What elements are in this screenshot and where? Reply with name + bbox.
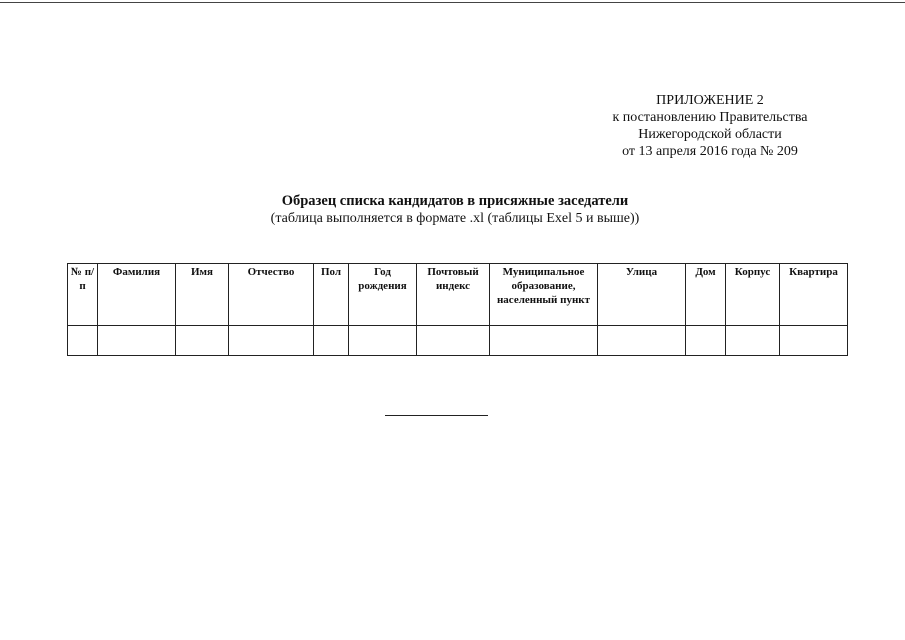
appendix-line-3: от 13 апреля 2016 года № 209 bbox=[622, 144, 798, 159]
column-header-sex: Пол bbox=[314, 264, 349, 326]
column-header-house: Дом bbox=[686, 264, 726, 326]
table-row bbox=[68, 326, 848, 356]
appendix-line-2: Нижегородской области bbox=[638, 127, 782, 142]
top-rule bbox=[0, 2, 905, 3]
appendix-block bbox=[560, 92, 860, 160]
column-header-surname: Фамилия bbox=[98, 264, 176, 326]
table-cell bbox=[349, 326, 417, 356]
column-header-street: Улица bbox=[598, 264, 686, 326]
table-cell bbox=[314, 326, 349, 356]
table-header-row bbox=[68, 264, 848, 326]
candidates-table bbox=[67, 263, 848, 356]
column-header-building: Корпус bbox=[726, 264, 780, 326]
appendix-title: ПРИЛОЖЕНИЕ 2 bbox=[656, 93, 764, 108]
table-cell bbox=[598, 326, 686, 356]
table-cell bbox=[726, 326, 780, 356]
table-cell bbox=[686, 326, 726, 356]
column-header-name: Имя bbox=[176, 264, 229, 326]
column-header-apartment: Квартира bbox=[780, 264, 848, 326]
closing-rule bbox=[385, 415, 488, 416]
table-cell bbox=[176, 326, 229, 356]
column-header-municipality: Муниципальное образование, населенный пункт bbox=[490, 264, 598, 326]
column-header-patronymic: Отчество bbox=[229, 264, 314, 326]
document-title: Образец списка кандидатов в присяжные заседатели bbox=[281, 193, 629, 209]
table-cell bbox=[490, 326, 598, 356]
document-heading bbox=[190, 193, 720, 227]
column-header-postal-code: Почтовый индекс bbox=[417, 264, 490, 326]
document-subtitle: (таблица выполняется в формате .xl (таблицы Exel 5 и выше)) bbox=[270, 211, 640, 226]
appendix-line-1: к постановлению Правительства bbox=[612, 110, 808, 125]
table-cell bbox=[98, 326, 176, 356]
table-cell bbox=[229, 326, 314, 356]
column-header-birth-year: Год рождения bbox=[349, 264, 417, 326]
column-header-number: № п/п bbox=[68, 264, 98, 326]
table-cell bbox=[780, 326, 848, 356]
table-cell bbox=[417, 326, 490, 356]
table-cell bbox=[68, 326, 98, 356]
